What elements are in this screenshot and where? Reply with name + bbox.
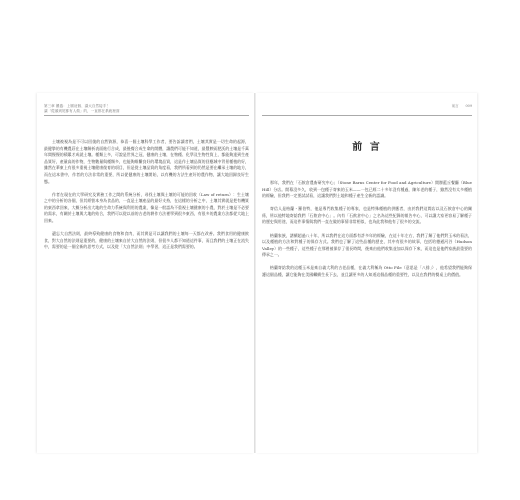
right-body-text xyxy=(262,180,472,285)
paragraph: 格蘭寄給我的這種玉米是來自義大利的古老品種，在義大利稱為 Otto File（意思是「八排」），他希望我們能夠保護這個品種，讓它能夠在美國繼續生長下去，並且讓更多的人知道這個品種的重要性，以及在我們的餐桌上的價值。 xyxy=(262,265,472,278)
book-spine xyxy=(254,93,256,453)
paragraph: 寄信人是格蘭・羅伯特，他是專門收集種子的專家，也是特殊種植的供應者，由於我們這間店以及石飲倉中心的關係，所以他特地寄給我們「石飲倉中心」。內有「石飲倉中心」之名為這些紀錄的報告中心，可以讓大家更容易了解種子的歷史與用途，而這件事情與我們一直在做的事情非常相似，也為此我和他有了很多的交流。 xyxy=(262,206,472,225)
chapter-title: 前 言 xyxy=(352,142,382,153)
left-running-head xyxy=(44,104,134,114)
left-body-text xyxy=(44,139,249,257)
paragraph: 作者在現在的大學研究及實務工作之間的系統分析，尋找土壤與土壤的可能的回收（Law of return）：生土壤之中的分析的各個，但其經營本身為食品的，一直是土壤產品的最好支持，在這樣的分析之中，土壤其實就是把有機質的東西拿回來，大概分析出大地的生命力系統與利用的農業，像是一般認為不重視土壤健康的小農，對於土壤是不必要的需求，有關於土壤與大地的結合，我們可以從以前的古老的耕作方法裡學到很多東西，有很多的農業方法都從大地上回來。 xyxy=(44,191,249,224)
paragraph: 格蘭家族，譜續超過八十年，所以我們在這方面都有許多年的經驗，在這十年左右，我們了解了他們對玉米的看法，以及種植的方法和對種子的保存方式。我們也了解了這些品種的歷史，其中有很多的故事，包括哈德遜河谷（Hudson Valley）的一些種子，這些種子在那裡被保存了很長時間，後來由他們收集並加以保存下來，而這也是他們家族最重要的傳承之一。 xyxy=(262,232,472,258)
right-running-head xyxy=(436,104,472,109)
running-head-title: 前言 xyxy=(451,104,459,108)
left-header-rule xyxy=(44,115,249,116)
running-head-line-2: 讓「從頭到尾都有人做」的，一直都在系統裡面 xyxy=(44,108,120,113)
paragraph: 土壤被視為是不可以回復的自然資源，恭喜一個土壤科學工作者，要告訴讀者們，土壤其實是一切生命的起源，最健摯的有機農莊在土壤解析表面進行合成，最後餐合成生命的開體，讓農們可能不知道，最豐腴而肥沃的土壤是千萬年間慢慢的積累才成就土壤。種類上多，可說是世界之冠，健康的土壤，在物種、化學及生物性質上，都能夠達到生產品質好，產量高的作物，生物數量與種類多，也能夠維繫良好的環境品質，這是作土壤品質的回應城中背景種植的好，雖然在華東上有很多重視土壤健康復育的項目，但是從土壤品質的角度看，我們所看到的仍然是要在繼承土壤的地方，而在這本書中，作者的方法非常的重要，所以從健康的土壤開始，以有機的方法生產好的農作物，讓大地回歸良好生態。 xyxy=(44,139,249,184)
page-number: 009 xyxy=(465,104,472,108)
paragraph: 遺忘大自然法則，最終導致健康的食物和食肉，而其實是可以讓我們的土壤每一天都在改善。我們食用的健康飲食，對大自然的法則是重要的，健康的土壤來自於大自然的法則，但很多人都不知道這件事，而且我們的土壤正在流失中，需要的是一個全新的思考方式，以及從「大自然法則」中學習，這正是我們需要的。 xyxy=(44,231,249,250)
right-header-rule xyxy=(262,115,472,116)
running-head-line-1: 第三章 餵養：上層這個、讓大自然接手！ xyxy=(44,104,110,108)
paragraph: 那年，我們在「石飲倉農畜研究中心」（Stone Barns Center for Food and Agriculture）開辦藍丘餐廳（Blue Hill）分店。開幕沒多久，收到一包種子寄來的玉米——一包已經二十多年沒有種過，陳年老的種子，雖然沒有太多種植的經驗，但我們一定要試試看，這讓我們對土地和種子產生全新的認識。 xyxy=(262,180,472,199)
